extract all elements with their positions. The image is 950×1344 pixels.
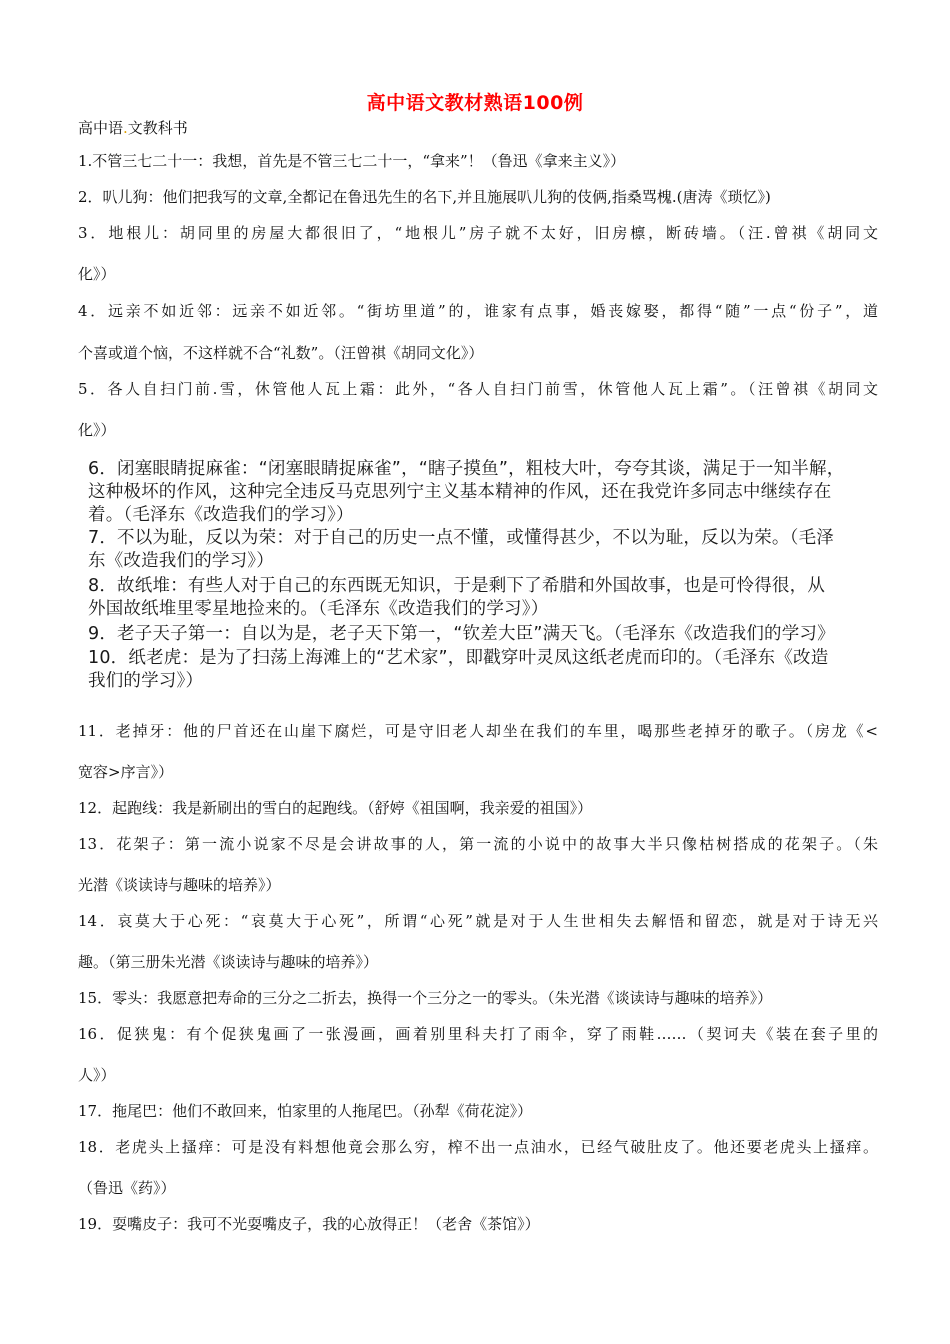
scanned-line: 6．闭塞眼睛捉麻雀：“闭塞眼睛捉麻雀”，“瞎子摸鱼”，粗枝大叶，夸夸其谈，满足于一知半解，: [88, 459, 845, 479]
entry-line: 16．促狭鬼：有个促狭鬼画了一张漫画，画着别里科夫打了雨伞，穿了雨鞋……（契诃夫《装在套子里的: [78, 1025, 878, 1043]
entry-line: 宽容>序言》）: [78, 763, 174, 781]
scanned-line: 我们的学习》）: [88, 671, 204, 691]
scanned-line: 这种极坏的作风，这种完全违反马克思列宁主义基本精神的作风，还在我党许多同志中继续存在: [88, 482, 832, 502]
entry-line: 人》）: [78, 1066, 116, 1084]
document-title: 高中语文教材熟语100例: [366, 92, 584, 114]
entry-line: 13．花架子：第一流小说家不尽是会讲故事的人，第一流的小说中的故事大半只像枯树搭成的花架子。（朱: [78, 835, 878, 853]
entry-line: 个喜或道个恼，不这样就不合“礼数”。（汪曾祺《胡同文化》）: [78, 344, 484, 362]
subtitle-part-2: 文教科书: [127, 119, 188, 137]
entry-line: 15．零头：我愿意把寿命的三分之二折去，换得一个三分之一的零头。（朱光潜《谈读诗与趣味的培养》）: [78, 989, 773, 1007]
entry-line: 化》）: [78, 265, 116, 283]
scanned-line: 着。（毛泽东《改造我们的学习》）: [88, 505, 354, 525]
entry-line: 化》）: [78, 421, 116, 439]
entry-line: 18．老虎头上搔痒：可是没有料想他竟会那么穷，榨不出一点油水，已经气破肚皮了。他还要老虎头上搔痒。: [78, 1138, 878, 1156]
scanned-line: 东《改造我们的学习》）: [88, 551, 274, 571]
entry-line: 14．哀莫大于心死：“哀莫大于心死”，所谓“心死”就是对于人生世相失去解悟和留恋，就是对于诗无兴: [78, 912, 878, 930]
subtitle-part-1: 高中语: [78, 119, 124, 137]
entry-line: 趣。（第三册朱光潜《谈读诗与趣味的培养》）: [78, 953, 379, 971]
scanned-line: 8．故纸堆：有些人对于自己的东西既无知识，于是剩下了希腊和外国故事，也是可怜得很，从: [88, 576, 826, 596]
scanned-line: 9．老子天子第一：自以为是，老子天下第一，“钦差大臣”满天飞。（毛泽东《改造我们的学习》: [88, 624, 835, 644]
entry-line: 5．各人自扫门前.雪，休管他人瓦上霜：此外，“各人自扫门前雪，休管他人瓦上霜”。（汪曾祺《胡同文: [78, 380, 878, 398]
entry-line: 光潜《谈读诗与趣味的培养》）: [78, 876, 281, 894]
scanned-line: 7．不以为耻，反以为荣：对于自己的历史一点不懂，或懂得甚少，不以为耻，反以为荣。（毛泽: [88, 528, 834, 548]
entry-line: 12．起跑线：我是新刷出的雪白的起跑线。（舒婷《祖国啊，我亲爱的祖国》）: [78, 799, 593, 817]
entry-line: 1.不管三七二十一：我想，首先是不管三七二十一，“拿来”！（鲁迅《拿来主义》）: [78, 152, 626, 170]
entry-line: 4．远亲不如近邻：远亲不如近邻。“街坊里道”的，谁家有点事，婚丧嫁娶，都得“随”一点“份子”，道: [78, 302, 878, 320]
document-subtitle: [78, 117, 188, 138]
entry-line: 17．拖尾巴：他们不敢回来，怕家里的人拖尾巴。（孙犁《荷花淀》）: [78, 1102, 533, 1120]
entry-line: 3．地根儿：胡同里的房屋大都很旧了，“地根儿”房子就不太好，旧房檩，断砖墙。（汪.曾祺《胡同文: [78, 224, 878, 242]
subtitle-dot: .: [123, 119, 128, 137]
scanned-line: 外国故纸堆里零星地捡来的。（毛泽东《改造我们的学习》）: [88, 599, 549, 619]
entry-line: 2．叭儿狗：他们把我写的文章,全都记在鲁迅先生的名下,并且施展叭儿狗的伎俩,指桑骂槐.(唐涛《琐忆》): [78, 188, 771, 206]
scanned-line: 10．纸老虎：是为了扫荡上海滩上的“艺术家”，即戳穿叶灵凤这纸老虎而印的。（毛泽东《改造: [88, 648, 829, 668]
entry-line: （鲁迅《药》）: [78, 1179, 176, 1197]
entry-line: 19．耍嘴皮子：我可不光耍嘴皮子，我的心放得正！（老舍《茶馆》）: [78, 1215, 540, 1233]
entry-line: 11．老掉牙：他的尸首还在山崖下腐烂，可是守旧老人却坐在我们的车里，喝那些老掉牙的歌子。（房龙《<: [78, 722, 878, 740]
